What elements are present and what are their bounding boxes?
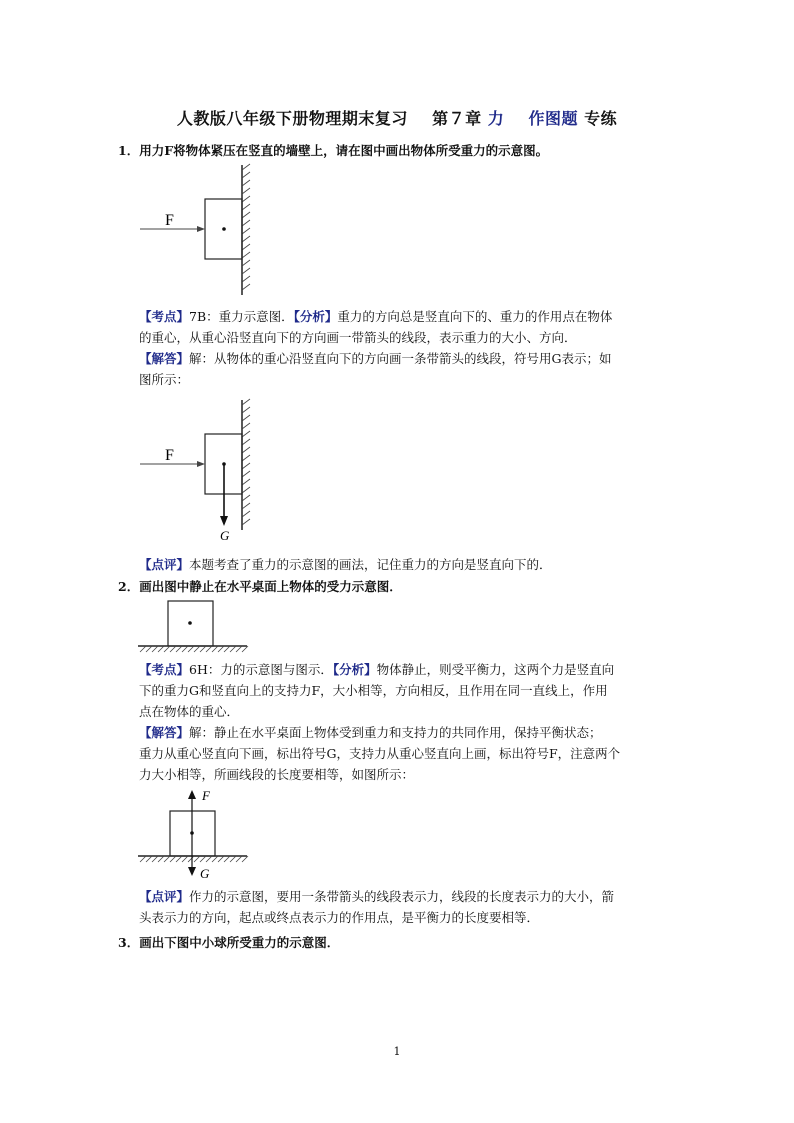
- title-main: 人教版八年级下册物理期末复习: [176, 109, 408, 128]
- q2-answer-figure: [135, 786, 255, 886]
- q2-dianping: 【点评】作力的示意图，要用一条带箭头的线段表示力，线段的长度表示力的大小，箭 头表示力的方向，起点或终点表示力的作用点，是平衡力的长度要相等．: [139, 889, 615, 925]
- q1-dianping: 【点评】本题考查了重力的示意图的画法，记住重力的方向是竖直向下的．: [139, 557, 552, 572]
- q1-answer-figure: [135, 395, 265, 545]
- svg-text:F: F: [202, 788, 210, 803]
- q1-stem: 1．用力F将物体紧压在竖直的墙壁上，请在图中画出物体所受重力的示意图。: [118, 143, 549, 158]
- svg-text:G: G: [200, 866, 210, 881]
- q1-kaodian: 【考点】7B：重力示意图．【分析】重力的方向总是竖直向下的、重力的作用点在物体 的重心，从重心沿竖直向下的方向画一带箭头的线段，表示重力的大小、方向． 【解答】解：从物体的重心沿竖直向下的方向画一条带箭头的线段，符号用G表示；如 图所示：: [139, 309, 613, 387]
- page-number: 1: [393, 1045, 401, 1058]
- center-dot: [222, 227, 226, 231]
- gravity-label: G: [220, 528, 230, 543]
- q2-figure: [135, 596, 255, 656]
- q2-analysis: 【考点】6H：力的示意图与图示．【分析】物体静止，则受平衡力，这两个力是竖直向 下的重力G和竖直向上的支持力F，大小相等，方向相反，且作用在同一直线上，作用 点在物体的重心． 【解答】解：静止在水平桌面上物体受到重力和支持力的共同作用，保持平衡状态； 重力从重心竖直向下画，标出符号G，支持力从重心竖直向上画，标出符号F，注意两个 力大小相等，所画线段的长度要相等，如图所示：: [139, 662, 621, 782]
- q1-figure: [135, 160, 265, 300]
- wall-hatching: [242, 164, 250, 290]
- svg-text:F: F: [165, 447, 174, 464]
- q2-stem: 2．画出图中静止在水平桌面上物体的受力示意图．: [118, 579, 402, 594]
- title-topic: 力: [487, 109, 505, 128]
- q3-stem: 3．画出下图中小球所受重力的示意图．: [118, 935, 340, 950]
- force-f-label: F: [165, 212, 174, 229]
- title-suffix: 专练: [584, 109, 618, 128]
- page-title: [0, 106, 794, 129]
- title-type: 作图题: [528, 109, 579, 128]
- title-chapter: 第７章: [432, 109, 482, 128]
